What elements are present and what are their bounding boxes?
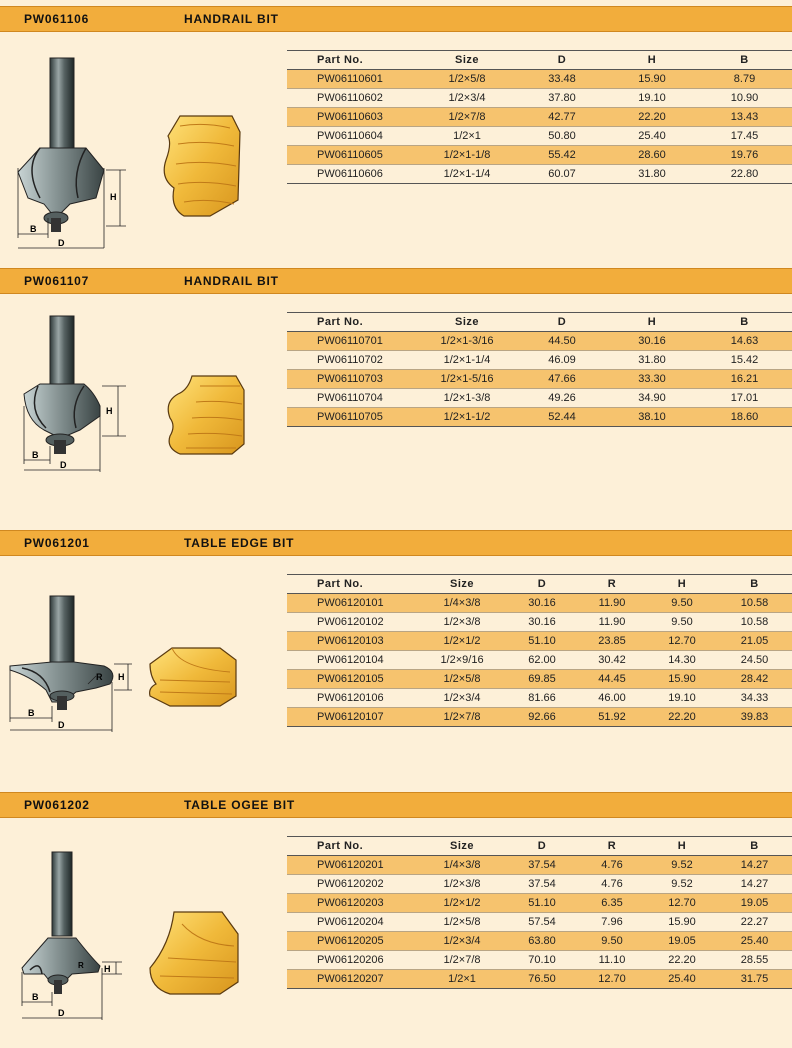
table-cell: 1/2×1 <box>417 970 507 989</box>
table-cell: 38.10 <box>607 408 697 427</box>
table-cell: 15.42 <box>697 351 792 370</box>
table-cell: 21.05 <box>717 632 792 651</box>
specs-table <box>287 836 792 989</box>
table-cell: 37.54 <box>507 875 577 894</box>
table-row <box>287 70 792 89</box>
table-cell: 33.48 <box>517 70 607 89</box>
table-cell: 76.50 <box>507 970 577 989</box>
dim-label-d: D <box>58 238 65 248</box>
table-cell: 42.77 <box>517 108 607 127</box>
table-cell: 25.40 <box>647 970 717 989</box>
column-header: R <box>577 837 647 856</box>
table-cell: 9.50 <box>647 594 717 613</box>
section-header <box>0 530 792 556</box>
table-cell: 1/2×1-1/8 <box>417 146 517 165</box>
table-cell: 9.52 <box>647 875 717 894</box>
table-row <box>287 146 792 165</box>
table-cell: 15.90 <box>607 70 697 89</box>
table-cell: 51.10 <box>507 894 577 913</box>
table-cell: PW06110701 <box>287 332 417 351</box>
table-cell: 1/2×1-1/2 <box>417 408 517 427</box>
product-code: PW061107 <box>24 274 90 288</box>
table-cell: 1/2×1-1/4 <box>417 351 517 370</box>
dim-label-r: R <box>78 961 84 970</box>
table-cell: 1/2×7/8 <box>417 708 507 727</box>
dim-label-b: B <box>30 224 37 234</box>
table-cell: 19.10 <box>607 89 697 108</box>
table-cell: 10.58 <box>717 594 792 613</box>
column-header: D <box>507 575 577 594</box>
table-cell: 34.33 <box>717 689 792 708</box>
table-cell: 10.58 <box>717 613 792 632</box>
product-title: TABLE OGEE BIT <box>184 798 295 812</box>
column-header: Part No. <box>287 837 417 856</box>
product-title: HANDRAIL BIT <box>184 274 279 288</box>
table-cell: 25.40 <box>717 932 792 951</box>
table-cell: 1/2×5/8 <box>417 70 517 89</box>
column-header: D <box>517 313 607 332</box>
table-row <box>287 670 792 689</box>
table-cell: 1/2×1-1/4 <box>417 165 517 184</box>
table-cell: 47.66 <box>517 370 607 389</box>
table-cell: 16.21 <box>697 370 792 389</box>
table-cell: 46.00 <box>577 689 647 708</box>
table-row <box>287 651 792 670</box>
table-cell: 8.79 <box>697 70 792 89</box>
table-cell: 37.54 <box>507 856 577 875</box>
table-cell: PW06120103 <box>287 632 417 651</box>
product-code: PW061201 <box>24 536 90 550</box>
column-header: Part No. <box>287 313 417 332</box>
product-section-pw061107 <box>0 262 792 524</box>
table-cell: 1/2×1-5/16 <box>417 370 517 389</box>
dim-label-b: B <box>28 708 35 718</box>
table-cell: PW06120202 <box>287 875 417 894</box>
router-bit-diagram <box>0 834 280 1018</box>
table-cell: PW06110704 <box>287 389 417 408</box>
specs-table <box>287 574 792 727</box>
table-cell: PW06120105 <box>287 670 417 689</box>
table-cell: 11.90 <box>577 613 647 632</box>
table-cell: 17.45 <box>697 127 792 146</box>
table-cell: PW06120106 <box>287 689 417 708</box>
column-header: R <box>577 575 647 594</box>
column-header: B <box>697 313 792 332</box>
column-header: H <box>607 313 697 332</box>
table-cell: 1/2×3/4 <box>417 689 507 708</box>
dim-label-r: R <box>96 672 103 682</box>
table-cell: 1/2×3/8 <box>417 875 507 894</box>
router-bit-diagram <box>0 572 280 742</box>
column-header: Size <box>417 313 517 332</box>
table-cell: 62.00 <box>507 651 577 670</box>
table-header-row <box>287 575 792 594</box>
table-cell: 69.85 <box>507 670 577 689</box>
table-cell: 9.50 <box>577 932 647 951</box>
table-row <box>287 875 792 894</box>
table-row <box>287 108 792 127</box>
product-section-pw061202 <box>0 786 792 1048</box>
table-cell: 28.55 <box>717 951 792 970</box>
dim-label-d: D <box>58 1008 65 1018</box>
table-cell: 44.50 <box>517 332 607 351</box>
table-row <box>287 632 792 651</box>
column-header: Size <box>417 575 507 594</box>
table-header-row <box>287 51 792 70</box>
table-cell: 1/2×5/8 <box>417 913 507 932</box>
table-cell: 30.16 <box>507 613 577 632</box>
table-cell: PW06110705 <box>287 408 417 427</box>
table-cell: 1/2×5/8 <box>417 670 507 689</box>
table-cell: 60.07 <box>517 165 607 184</box>
table-cell: 19.05 <box>717 894 792 913</box>
column-header: Part No. <box>287 575 417 594</box>
table-cell: 55.42 <box>517 146 607 165</box>
product-title: TABLE EDGE BIT <box>184 536 295 550</box>
dim-label-h: H <box>118 672 125 682</box>
dim-label-d: D <box>60 460 67 470</box>
section-header <box>0 792 792 818</box>
table-cell: 15.90 <box>647 670 717 689</box>
router-bit-diagram <box>0 310 280 480</box>
table-cell: 11.90 <box>577 594 647 613</box>
table-cell: 34.90 <box>607 389 697 408</box>
column-header: H <box>607 51 697 70</box>
table-row <box>287 594 792 613</box>
table-cell: PW06110603 <box>287 108 417 127</box>
dim-label-b: B <box>32 992 39 1002</box>
table-cell: 17.01 <box>697 389 792 408</box>
table-cell: PW06120205 <box>287 932 417 951</box>
table-cell: PW06110605 <box>287 146 417 165</box>
table-cell: 10.90 <box>697 89 792 108</box>
table-cell: PW06120204 <box>287 913 417 932</box>
table-row <box>287 708 792 727</box>
section-header <box>0 268 792 294</box>
table-cell: 14.27 <box>717 856 792 875</box>
table-cell: 70.10 <box>507 951 577 970</box>
table-cell: 81.66 <box>507 689 577 708</box>
table-cell: 13.43 <box>697 108 792 127</box>
table-cell: 12.70 <box>577 970 647 989</box>
router-bit-diagram <box>0 48 280 248</box>
table-cell: 57.54 <box>507 913 577 932</box>
table-cell: 22.20 <box>647 951 717 970</box>
table-row <box>287 856 792 875</box>
table-row <box>287 389 792 408</box>
column-header: Size <box>417 51 517 70</box>
table-cell: 4.76 <box>577 856 647 875</box>
table-cell: 19.10 <box>647 689 717 708</box>
table-cell: 1/2×1/2 <box>417 894 507 913</box>
table-cell: 6.35 <box>577 894 647 913</box>
column-header: D <box>507 837 577 856</box>
table-cell: PW06120107 <box>287 708 417 727</box>
table-cell: 9.50 <box>647 613 717 632</box>
table-cell: 22.27 <box>717 913 792 932</box>
table-cell: 12.70 <box>647 894 717 913</box>
table-cell: PW06120203 <box>287 894 417 913</box>
column-header: D <box>517 51 607 70</box>
table-cell: 15.90 <box>647 913 717 932</box>
table-cell: 1/2×3/4 <box>417 932 507 951</box>
table-row <box>287 165 792 184</box>
column-header: Size <box>417 837 507 856</box>
product-code: PW061106 <box>24 12 90 26</box>
table-cell: 14.27 <box>717 875 792 894</box>
product-title: HANDRAIL BIT <box>184 12 279 26</box>
table-cell: 52.44 <box>517 408 607 427</box>
table-row <box>287 951 792 970</box>
table-cell: 1/2×1-3/8 <box>417 389 517 408</box>
section-header <box>0 6 792 32</box>
table-cell: PW06110601 <box>287 70 417 89</box>
table-cell: 33.30 <box>607 370 697 389</box>
table-cell: 18.60 <box>697 408 792 427</box>
dim-label-h: H <box>104 964 111 974</box>
table-cell: PW06120104 <box>287 651 417 670</box>
column-header: H <box>647 575 717 594</box>
table-cell: 28.42 <box>717 670 792 689</box>
table-cell: 1/2×1-3/16 <box>417 332 517 351</box>
dim-label-d: D <box>58 720 65 730</box>
table-cell: 31.80 <box>607 351 697 370</box>
table-cell: 14.30 <box>647 651 717 670</box>
specs-table <box>287 50 792 184</box>
dim-label-h: H <box>110 192 117 202</box>
table-cell: 22.80 <box>697 165 792 184</box>
table-cell: 11.10 <box>577 951 647 970</box>
table-cell: PW06120206 <box>287 951 417 970</box>
table-cell: 12.70 <box>647 632 717 651</box>
table-cell: 1/2×3/8 <box>417 613 507 632</box>
table-cell: 1/2×1/2 <box>417 632 507 651</box>
table-cell: PW06120102 <box>287 613 417 632</box>
table-row <box>287 89 792 108</box>
product-code: PW061202 <box>24 798 90 812</box>
column-header: Part No. <box>287 51 417 70</box>
table-cell: 4.76 <box>577 875 647 894</box>
column-header: B <box>697 51 792 70</box>
table-cell: 1/2×9/16 <box>417 651 507 670</box>
table-row <box>287 370 792 389</box>
table-row <box>287 351 792 370</box>
table-cell: 50.80 <box>517 127 607 146</box>
table-header-row <box>287 313 792 332</box>
table-cell: 22.20 <box>647 708 717 727</box>
table-row <box>287 689 792 708</box>
table-cell: 49.26 <box>517 389 607 408</box>
table-cell: PW06110606 <box>287 165 417 184</box>
table-cell: 37.80 <box>517 89 607 108</box>
table-cell: 51.10 <box>507 632 577 651</box>
table-cell: 30.42 <box>577 651 647 670</box>
table-cell: 19.05 <box>647 932 717 951</box>
table-cell: 30.16 <box>607 332 697 351</box>
table-cell: 22.20 <box>607 108 697 127</box>
table-cell: 1/2×3/4 <box>417 89 517 108</box>
table-cell: 1/2×7/8 <box>417 951 507 970</box>
table-cell: 46.09 <box>517 351 607 370</box>
table-cell: 44.45 <box>577 670 647 689</box>
table-cell: 63.80 <box>507 932 577 951</box>
table-cell: PW06110703 <box>287 370 417 389</box>
table-header-row <box>287 837 792 856</box>
table-cell: 39.83 <box>717 708 792 727</box>
table-cell: 31.80 <box>607 165 697 184</box>
specs-table <box>287 312 792 427</box>
table-cell: 51.92 <box>577 708 647 727</box>
table-cell: PW06110602 <box>287 89 417 108</box>
table-cell: 1/2×1 <box>417 127 517 146</box>
table-cell: PW06120201 <box>287 856 417 875</box>
table-row <box>287 127 792 146</box>
column-header: B <box>717 837 792 856</box>
table-cell: 23.85 <box>577 632 647 651</box>
table-cell: 28.60 <box>607 146 697 165</box>
column-header: H <box>647 837 717 856</box>
table-cell: 25.40 <box>607 127 697 146</box>
table-cell: 31.75 <box>717 970 792 989</box>
table-cell: PW06120101 <box>287 594 417 613</box>
table-cell: 30.16 <box>507 594 577 613</box>
table-cell: PW06110702 <box>287 351 417 370</box>
table-cell: 7.96 <box>577 913 647 932</box>
table-cell: PW06110604 <box>287 127 417 146</box>
table-row <box>287 970 792 989</box>
table-row <box>287 913 792 932</box>
table-cell: 9.52 <box>647 856 717 875</box>
product-section-pw061106 <box>0 0 792 262</box>
table-row <box>287 408 792 427</box>
table-cell: 92.66 <box>507 708 577 727</box>
table-cell: 19.76 <box>697 146 792 165</box>
column-header: B <box>717 575 792 594</box>
table-row <box>287 932 792 951</box>
table-cell: 1/4×3/8 <box>417 856 507 875</box>
table-row <box>287 894 792 913</box>
table-cell: PW06120207 <box>287 970 417 989</box>
table-row <box>287 613 792 632</box>
dim-label-h: H <box>106 406 113 416</box>
table-cell: 24.50 <box>717 651 792 670</box>
table-cell: 1/2×7/8 <box>417 108 517 127</box>
product-section-pw061201 <box>0 524 792 786</box>
table-cell: 14.63 <box>697 332 792 351</box>
dim-label-b: B <box>32 450 39 460</box>
table-row <box>287 332 792 351</box>
table-cell: 1/4×3/8 <box>417 594 507 613</box>
